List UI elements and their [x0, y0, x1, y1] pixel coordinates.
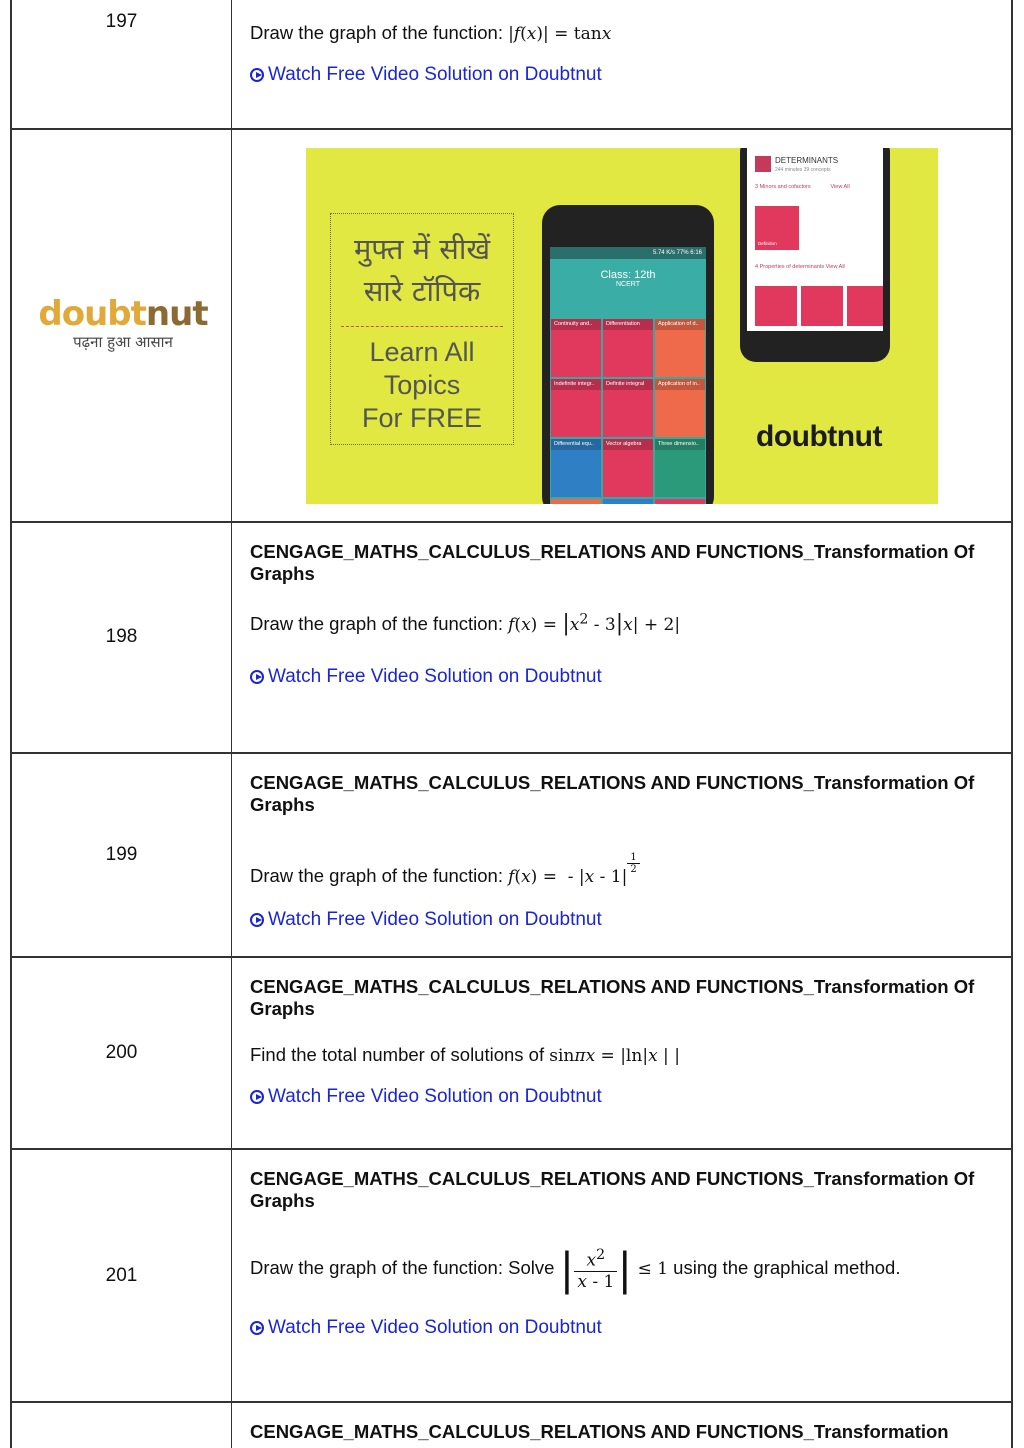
play-icon: [250, 913, 264, 927]
topic-tile: Application of d..: [655, 319, 705, 377]
topic-tile: Differential equ..: [551, 439, 601, 497]
question-prefix: Draw the graph of the function:: [250, 22, 509, 43]
topic-tile: Differentiation: [603, 319, 653, 377]
ad-hindi-text: मुफ्त में सीखें सारे टॉपिक: [353, 232, 491, 308]
question-text: [250, 22, 995, 44]
question-cell: [250, 22, 995, 86]
play-icon: [250, 68, 264, 82]
class-header: Class: 12th NCERT: [550, 259, 706, 319]
question-heading: CENGAGE_MATHS_CALCULUS_RELATIONS AND FUNCTIONS_Transformation Of Graphs: [250, 541, 975, 584]
question-text: Find the total number of solutions of sinπx = |ln|x | |: [250, 1044, 680, 1066]
question-heading: CENGAGE_MATHS_CALCULUS_RELATIONS AND FUNCTIONS_Transformation Of Graphs: [250, 1168, 975, 1211]
question-cell: [250, 1421, 995, 1443]
question-text: Draw the graph of the function: $f(x) = |x^2 - 3|x| + 2|$: [250, 611, 681, 636]
topic-tile: Three dimensio..: [655, 439, 705, 497]
phone-mockup-classes: 5.74 K/s 77% 6:16 Class: 12th NCERT Continuity and.. Differentiation Application of d.. Indefinite integr.. Definite integral Application of in.. Differential equ.. Vector algebra Three dimensio..: [542, 205, 714, 504]
question-cell: [250, 1168, 995, 1339]
question-text: Draw the graph of the function: f(x) = - |x - 1| $\frac{1}{2}$: [250, 852, 995, 887]
row-divider: [10, 521, 1013, 523]
row-divider: [10, 956, 1013, 958]
question-heading: CENGAGE_MATHS_CALCULUS_RELATIONS AND FUNCTIONS_Transformation Of Graphs: [250, 976, 975, 1019]
row-divider: [10, 1401, 1013, 1403]
doubtnut-logo: doubtnut पढ़ना हुआ आसान: [28, 294, 218, 352]
question-number: 201: [105, 1265, 138, 1286]
topic-tile: Application of in..: [655, 379, 705, 437]
question-number: 198: [105, 626, 138, 647]
play-icon: [250, 1321, 264, 1335]
question-heading: CENGAGE_MATHS_CALCULUS_RELATIONS AND FUNCTIONS_Transformation Of Graphs: [250, 772, 975, 815]
question-number: 200: [105, 1042, 138, 1063]
question-heading: CENGAGE_MATHS_CALCULUS_RELATIONS AND FUNCTIONS_Transformation: [250, 1421, 949, 1442]
logo-tagline: पढ़ना हुआ आसान: [73, 333, 173, 351]
topic-tile: [551, 499, 601, 504]
topic-tiles: [550, 319, 706, 504]
phone-mockup-determinants: DETERMINANTS 244 minutes 39 concepts 3 Minors and cofactors View All Definition 4 Properties of determinants View All: [740, 148, 890, 362]
row-divider: [10, 1148, 1013, 1150]
ad-promo-box: [330, 213, 514, 445]
topic-tile: Indefinite integr..: [551, 379, 601, 437]
topic-tile: Definite integral: [603, 379, 653, 437]
play-icon: [250, 1090, 264, 1104]
question-number: 197: [105, 11, 138, 32]
play-icon: [250, 670, 264, 684]
ad-english-text: Learn All Topics For FREE: [361, 337, 482, 433]
watch-video-link[interactable]: Watch Free Video Solution on Doubtnut: [250, 1086, 602, 1107]
determinants-icon: [755, 156, 771, 172]
question-cell: [250, 772, 995, 931]
question-math: |f(x)| = tanx: [508, 24, 612, 44]
question-cell: [250, 976, 995, 1108]
ad-doubtnut-logo: doubtnut: [756, 420, 882, 453]
topic-tile: Vector algebra: [603, 439, 653, 497]
row-divider: [10, 752, 1013, 754]
question-number: 199: [105, 844, 138, 865]
question-text: Draw the graph of the function: Solve | $\frac{x^2}{x - 1}$ | ≤ 1 using the graphical method.: [250, 1244, 901, 1295]
topic-tile: [655, 499, 705, 504]
question-cell: [250, 541, 995, 688]
watch-video-link[interactable]: Watch Free Video Solution on Doubtnut: [250, 909, 602, 930]
watch-video-link[interactable]: Watch Free Video Solution on Doubtnut: [250, 666, 602, 687]
row-divider: [10, 128, 1013, 130]
topic-tile: [603, 499, 653, 504]
watch-video-link[interactable]: Watch Free Video Solution on Doubtnut: [250, 1317, 602, 1338]
column-divider: [231, 0, 232, 1448]
watch-video-link[interactable]: Watch Free Video Solution on Doubtnut: [250, 64, 602, 85]
topic-tile: Continuity and..: [551, 319, 601, 377]
doubtnut-ad-banner[interactable]: [306, 148, 938, 504]
